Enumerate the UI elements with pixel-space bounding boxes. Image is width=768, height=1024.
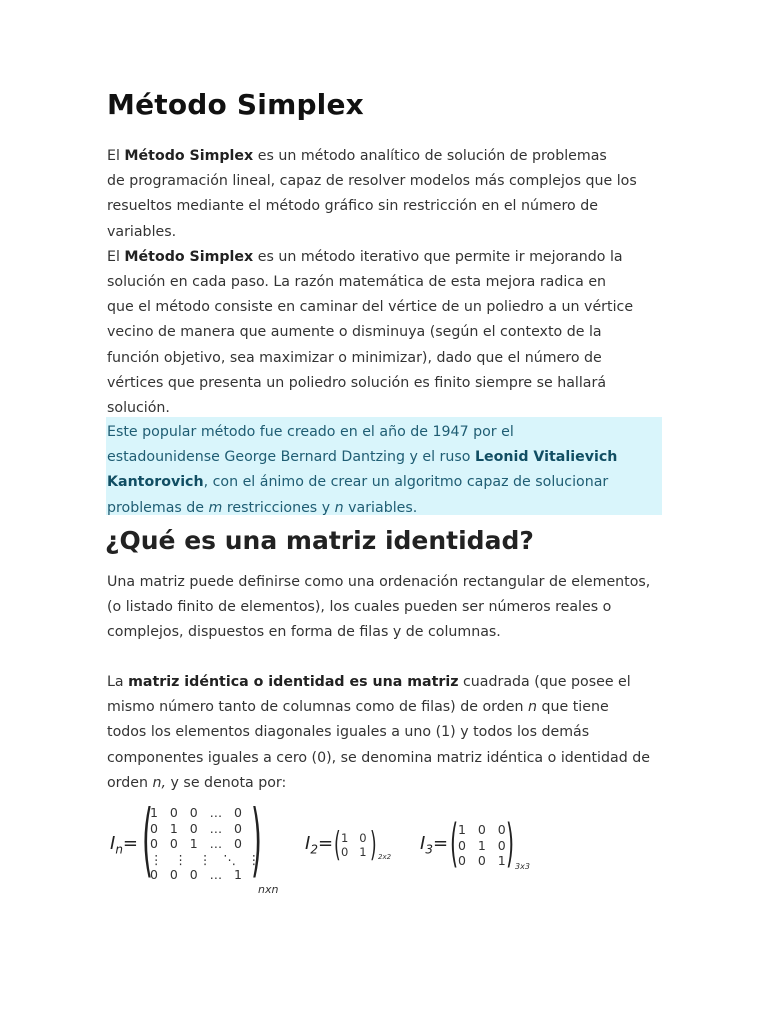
text: de programación lineal, capaz de resolver modelos más complejos que los <box>107 173 637 190</box>
left-paren: ( <box>334 825 341 865</box>
matrix-row: ⋮ ⋮ ⋮ ⋱ ⋮ <box>150 851 261 867</box>
intro-paragraph-2 <box>107 245 667 421</box>
text: , con el ánimo de crear un algoritmo capaz de solucionar <box>203 474 609 491</box>
matrix-definition <box>107 570 667 646</box>
bold-name: Leonid Vitalievich <box>474 449 618 466</box>
I3-matrix <box>458 822 506 869</box>
text: vecino de manera que aumente o disminuya (según el contexto de la <box>107 324 602 341</box>
I3-size: 3x3 <box>515 862 530 871</box>
math-var: m <box>208 499 223 516</box>
text: función objetivo, sea maximizar o minimizar), dado que el número de <box>107 349 602 366</box>
matrix-row: 1 0 0 … 0 <box>150 805 242 820</box>
text: estadounidense George Bernard Dantzing y el ruso <box>107 449 475 466</box>
In-size: nxn <box>258 883 279 896</box>
text: que tiene <box>536 699 609 716</box>
matrix-row: 0 0 1 … 0 <box>150 836 242 851</box>
matrix-row: 0 0 1 <box>458 853 506 868</box>
I3-label: $I_3=$ <box>420 833 449 857</box>
math-var: n, <box>152 774 167 791</box>
right-paren: ) <box>251 793 262 886</box>
text: Este popular método fue creado en el año de 1947 por el <box>107 424 514 440</box>
left-paren: ( <box>450 814 459 874</box>
I2-size: 2x2 <box>378 853 392 861</box>
text: problemas de <box>107 499 209 516</box>
matrix-row: 1 0 0 <box>458 822 506 837</box>
text: componentes iguales a cero (0), se denomina matriz idéntica o identidad de <box>107 749 650 766</box>
intro-section <box>107 144 667 421</box>
In-matrix <box>150 805 260 883</box>
matrix-row: 0 1 <box>341 845 367 859</box>
text: La <box>107 674 129 690</box>
bold-term: Método Simplex <box>124 148 254 164</box>
text: variables. <box>343 499 418 516</box>
page-title: Método Simplex <box>107 88 364 121</box>
matrix-row: 0 0 0 … 1 <box>150 867 242 882</box>
left-paren: ( <box>142 793 153 886</box>
text: y se denota por: <box>166 774 287 791</box>
section-heading: ¿Qué es una matriz identidad? <box>105 526 534 555</box>
text: El <box>107 148 125 164</box>
matrix-row: 1 0 <box>341 831 367 845</box>
bold-term: matriz idéntica o identidad es una matriz <box>128 674 459 690</box>
text: solución en cada paso. La razón matemática de esta mejora radica en <box>107 274 607 291</box>
matrix-row: 0 1 0 <box>458 837 506 853</box>
text: El <box>107 248 125 265</box>
I2-matrix <box>341 831 367 859</box>
text: vértices que presenta un poliedro solución es finito siempre se hallará <box>107 374 607 391</box>
text: mismo número tanto de columnas como de filas) de orden <box>107 699 528 716</box>
matrix-row: 0 1 0 … 0 <box>150 820 242 836</box>
text: todos los elementos diagonales iguales a uno (1) y todos los demás <box>107 724 590 741</box>
right-paren: ) <box>370 825 377 865</box>
text: complejos, dispuestos en forma de filas y de columnas. <box>107 624 501 641</box>
In-label: $I_n=$ <box>110 833 139 857</box>
text: (o listado finito de elementos), los cuales pueden ser números reales o <box>107 599 612 616</box>
identity-paragraph <box>107 670 667 796</box>
text: es un método iterativo que permite ir mejorando la <box>253 248 623 265</box>
matrix-paragraph <box>107 570 667 646</box>
text: solución. <box>107 400 170 417</box>
text: Una matriz puede definirse como una ordenación rectangular de elementos, <box>107 574 651 590</box>
right-paren: ) <box>506 814 515 874</box>
highlight-paragraph <box>107 420 662 521</box>
intro-paragraph-1 <box>107 144 667 245</box>
bold-term: Método Simplex <box>124 248 254 265</box>
text: restricciones y <box>222 499 335 516</box>
highlighted-note <box>106 417 662 515</box>
text: orden <box>107 774 153 791</box>
bold-name: Kantorovich <box>107 474 204 491</box>
text: es un método analítico de solución de problemas <box>253 148 607 164</box>
I2-label: $I_2=$ <box>305 833 334 857</box>
math-var: n <box>334 499 344 516</box>
math-var: n <box>527 699 537 716</box>
identity-definition <box>107 670 667 796</box>
text: resueltos mediante el método gráfico sin restricción en el número de <box>107 198 598 215</box>
text: cuadrada (que posee el <box>458 674 631 690</box>
text: que el método consiste en caminar del vértice de un poliedro a un vértice <box>107 299 634 316</box>
text: variables. <box>107 223 177 240</box>
